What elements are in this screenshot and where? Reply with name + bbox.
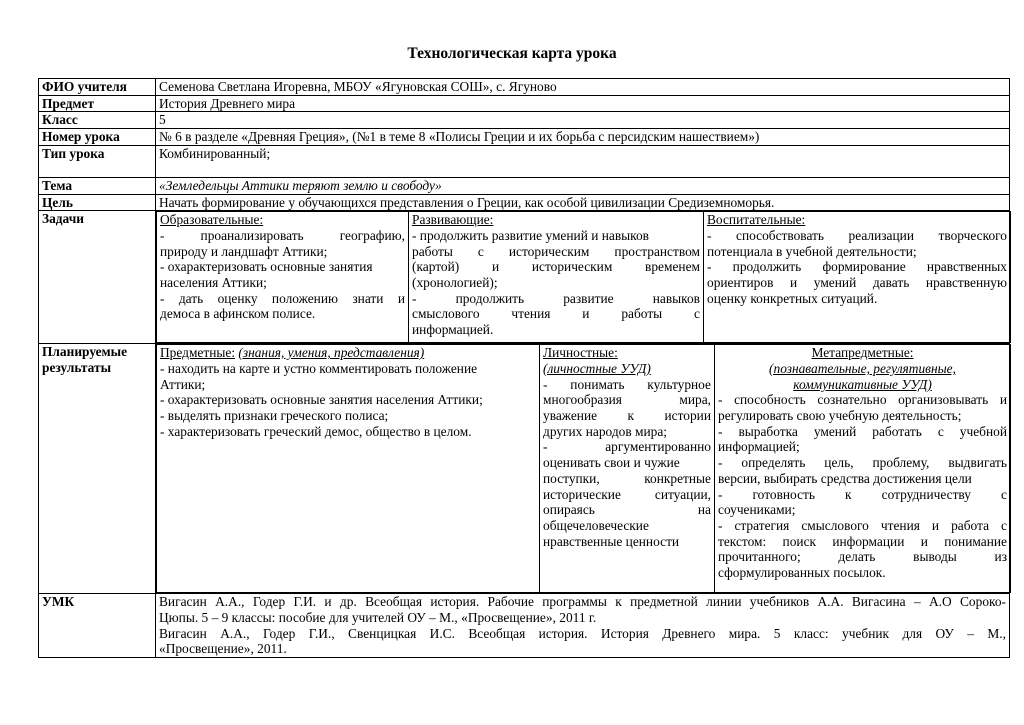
meta-results-line: - определять цель, проблему, выдвигать [718, 455, 1007, 471]
educational-line: - дать оценку положению знати и [160, 290, 405, 306]
row-teacher [39, 79, 1010, 96]
upbringing-heading: Воспитательные: [707, 212, 806, 228]
row-results [39, 344, 1010, 594]
educational-heading: Образовательные: [160, 212, 264, 228]
goal-value: Начать формирование у обучающихся представления о Греции, как особой цивилизации Средиземноморья. [156, 194, 1010, 211]
tasks-label: Задачи [39, 211, 156, 344]
upbringing-line: потенциала в учебной деятельности; [707, 243, 917, 259]
developing-line: (картой) и историческим временем [412, 259, 700, 275]
meta-results-line: сформулированных посылок. [718, 565, 886, 581]
results-meta [715, 345, 1011, 593]
results-table [156, 344, 1011, 593]
educational-line: природу и ландшафт Аттики; [160, 243, 328, 259]
umk-line: «Просвещение», 2011. [159, 641, 287, 657]
subject-results-line: - охарактеризовать основные занятия населения Аттики; [160, 392, 483, 408]
personal-results-line: оценивать свои и чужие [543, 455, 680, 471]
subject-results-line: - выделять признаки греческого полиса; [160, 408, 389, 424]
tasks-educational [157, 212, 409, 343]
upbringing-line: ориентиров и умений давать нравственную [707, 275, 1007, 291]
personal-results-line: исторические ситуации, [543, 486, 711, 502]
teacher-label: ФИО учителя [39, 79, 156, 96]
educational-line: населения Аттики; [160, 275, 267, 291]
developing-heading: Развивающие: [412, 212, 494, 228]
personal-results-line: опираясь на [543, 502, 711, 518]
umk-line: Вигасин А.А., Годер Г.И., Свенцицкая И.С. Всеобщая история. История Древнего мира. 5 класс: учебник для ОУ – М., [159, 625, 1006, 641]
meta-results-line: текстом: поиск информации и понимание [718, 533, 1007, 549]
developing-line: информацией. [412, 322, 494, 338]
meta-results-note: (познавательные, регулятивные, [769, 360, 956, 376]
personal-results-line: нравственные ценности [543, 533, 680, 549]
lesson-number-value: № 6 в разделе «Древняя Греция», (№1 в теме 8 «Полисы Греции и их борьба с персидским нашествием») [156, 129, 1010, 146]
row-topic [39, 177, 1010, 194]
subject-results-heading: Предметные: [160, 345, 236, 361]
personal-results-line: - аргументированно [543, 439, 711, 455]
topic-label: Тема [39, 177, 156, 194]
educational-line: - охарактеризовать основные занятия [160, 259, 373, 275]
grade-label: Класс [39, 112, 156, 129]
goal-label: Цель [39, 194, 156, 211]
page-title: Технологическая карта урока [407, 45, 617, 62]
umk-label: УМК [39, 594, 156, 658]
lesson-card-table [38, 78, 1010, 658]
meta-results-line: соучениками; [718, 502, 796, 518]
tasks-upbringing [704, 212, 1011, 343]
teacher-value: Семенова Светлана Игоревна, МБОУ «Ягуновская СОШ», с. Ягуново [156, 79, 1010, 96]
meta-results-line: версии, выбирать средства достижения цели [718, 470, 972, 486]
developing-line: работы с историческим пространством [412, 243, 700, 259]
developing-line: (хронологией); [412, 275, 498, 291]
personal-results-line: уважение к истории [543, 408, 711, 424]
tasks-table [156, 211, 1011, 343]
row-goal [39, 194, 1010, 211]
results-label [39, 344, 156, 594]
developing-line: - продолжить развитие умений и навыков [412, 227, 650, 243]
personal-results-heading: Личностные: [543, 345, 618, 361]
tasks-developing [409, 212, 704, 343]
row-lesson-type [39, 145, 1010, 177]
developing-line: смыслового чтения и работы с [412, 306, 700, 322]
lesson-type-value: Комбинированный; [156, 145, 1010, 177]
developing-line: - продолжить развитие навыков [412, 290, 700, 306]
umk-line: Цюпы. 5 – 9 классы: пособие для учителей ОУ – М., «Просвещение», 2011 г. [159, 609, 597, 625]
meta-results-line: - стратегия смыслового чтения и работа с [718, 517, 1007, 533]
meta-results-line: регулировать свою учебную деятельность; [718, 408, 962, 424]
meta-results-line: прочитанного; делать выводы из [718, 549, 1007, 565]
row-subject [39, 95, 1010, 112]
results-label-line: Планируемые [42, 344, 128, 360]
topic-value: «Земледельцы Аттики теряют землю и свободу» [156, 177, 1010, 194]
subject-value: История Древнего мира [156, 95, 1010, 112]
personal-results-note: (личностные УУД) [543, 360, 651, 376]
lesson-type-label: Тип урока [39, 145, 156, 177]
subject-label: Предмет [39, 95, 156, 112]
row-umk [39, 594, 1010, 658]
lesson-number-label: Номер урока [39, 129, 156, 146]
personal-results-line: поступки, конкретные [543, 470, 711, 486]
results-subject [157, 345, 540, 593]
personal-results-line: других народов мира; [543, 423, 668, 439]
results-personal [540, 345, 715, 593]
grade-value: 5 [156, 112, 1010, 129]
subject-results-note: (знания, умения, представления) [238, 345, 425, 361]
row-lesson-number [39, 129, 1010, 146]
subject-results-line: - характеризовать греческий демос, общество в целом. [160, 423, 472, 439]
row-grade [39, 112, 1010, 129]
umk-line: Вигасин А.А., Годер Г.И. и др. Всеобщая история. Рабочие программы к предметной линии учебников А.А. Вигасина – А.О Сороко- [159, 594, 1006, 610]
row-tasks [39, 211, 1010, 344]
educational-line: - проанализировать географию, [160, 227, 405, 243]
upbringing-line: - способствовать реализации творческого [707, 227, 1007, 243]
subject-results-line: - находить на карте и устно комментировать положение [160, 360, 478, 376]
umk-value [156, 594, 1010, 658]
meta-results-line: - выработка умений работать с учебной [718, 423, 1007, 439]
educational-line: демоса в афинском полисе. [160, 306, 316, 322]
meta-results-line: - готовность к сотрудничеству с [718, 486, 1007, 502]
meta-results-heading: Метапредметные: [811, 345, 914, 361]
meta-results-note: коммуникативные УУД) [793, 376, 932, 392]
upbringing-line: - продолжить формирование нравственных [707, 259, 1007, 275]
meta-results-line: - способность сознательно организовывать и [718, 392, 1007, 408]
results-label-line: результаты [42, 359, 112, 375]
upbringing-line: оценку конкретных ситуаций. [707, 290, 878, 306]
personal-results-line: многообразия мира, [543, 392, 711, 408]
personal-results-line: общечеловеческие [543, 517, 649, 533]
subject-results-line: Аттики; [160, 376, 206, 392]
personal-results-line: - понимать культурное [543, 376, 711, 392]
meta-results-line: информацией; [718, 439, 800, 455]
